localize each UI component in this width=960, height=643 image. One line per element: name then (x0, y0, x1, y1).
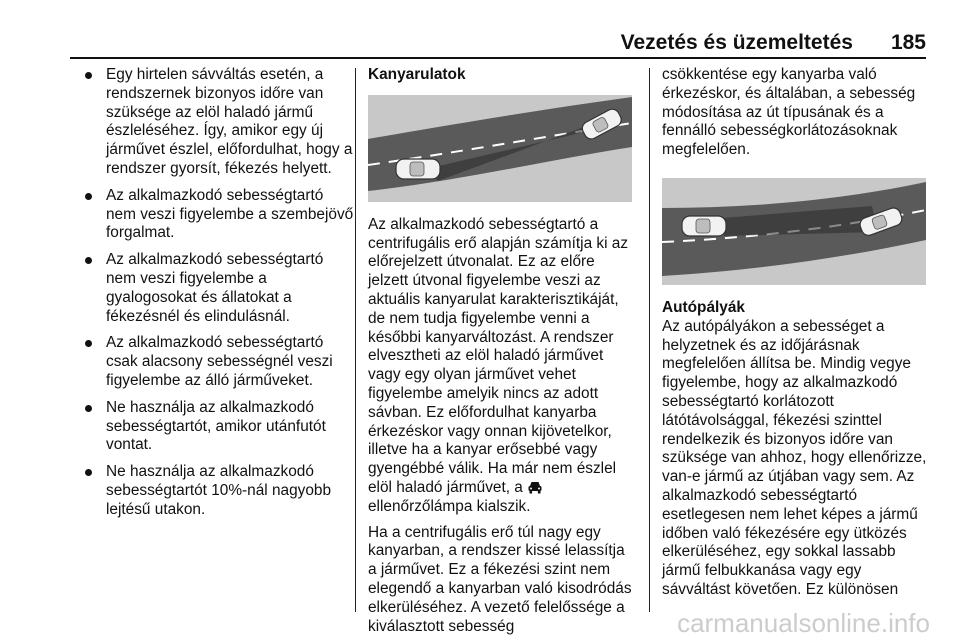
list-item: Az alkalmazkodó sebességtartó nem veszi figyelembe a gyalogosokat és állatokat a fékezésnél és elindulásnál. (84, 251, 354, 326)
section-heading-curves: Kanyarulatok (368, 66, 466, 83)
page-number: 185 (890, 31, 926, 54)
column-divider-1 (355, 68, 356, 612)
column-1 (84, 66, 354, 528)
curves-text: Az alkalmazkodó sebességtartó a centrifugális erő alapján számítja ki az előrejelzett útvonalat. Ez az előre jelzett útvonal figyelembe veszi az aktuális kanyarulat karakterisztikáját, de nem tudja figyelembe venni a későbbi kanyarváltozást. A rendszer elvesztheti az elöl haladó járművet vagy egy olyan járművet vehet figyelembe amelyik nincs az adott sávban. Ez előfordulhat kanyarba érkezéskor vagy onnan kijövetelkor, illetve ha a kanyar erősebbé vagy gyengébbé válik. Ha már nem észlel elöl haladó járművet, a (368, 215, 629, 496)
list-item: Az alkalmazkodó sebességtartó csak alacsony sebességnél veszi figyelembe az álló járműveket. (84, 334, 354, 390)
bullet-list (84, 66, 354, 520)
column-divider-2 (649, 68, 650, 612)
curves-text-end: ellenőrzőlámpa kialszik. (368, 497, 531, 515)
list-item: Ne használja az alkalmazkodó sebességtartót, amikor utánfutót vontat. (84, 399, 354, 455)
highway-illustration (662, 178, 926, 285)
page-header (0, 28, 926, 58)
header-rule (70, 57, 926, 59)
watermark: carmanualsonline.info (677, 608, 930, 638)
curve-illustration (368, 95, 632, 202)
column-3 (662, 66, 928, 607)
section-heading-highways: Autópályák (662, 298, 745, 316)
vehicle-ahead-indicator-icon (527, 480, 543, 494)
highway-road-graphic (662, 178, 926, 285)
column-2 (368, 66, 634, 643)
curve-road-graphic (368, 95, 632, 202)
own-car-graphic (396, 159, 440, 179)
continued-paragraph: csökkentése egy kanyarba való érkezéskor, és általában, a sebesség módosítása az út típusának és a fennálló sebességkorlátozásoknak megfelelően. (662, 66, 916, 159)
own-car-graphic (682, 216, 726, 236)
curves-paragraph-1 (368, 216, 634, 517)
list-item: Egy hirtelen sávváltás esetén, a rendszernek bizonyos időre van szüksége az elöl haladó jármű észleléséhez. Így, amikor egy új járművet észlel, előfordulhat, hogy a rendszer gyorsít, fékezés helyett. (84, 66, 354, 179)
page-title: Vezetés és üzemeltetés (620, 31, 853, 54)
highways-paragraph: Az autópályákon a sebességet a helyzetnek és az időjárásnak megfelelően állítsa be. Mindig vegye figyelembe, hogy az alkalmazkodó sebességtartó korlátozott látótávolsággal, fékezési szinttel rendelkezik és bizonyos időre van szüksége van ahhoz, hogy ellenőrizze, van-e jármű az útjában vagy sem. Az alkalmazkodó sebességtartó esetlegesen nem lehet képes a jármű időben való fékezésére egy ütközés elkerüléséhez, egy sokkal lassabb jármű felbukkanása vagy egy sávváltást követően. Ez különösen (662, 317, 927, 598)
list-item: Ne használja az alkalmazkodó sebességtartót 10%-nál nagyobb lejtésű utakon. (84, 463, 354, 519)
list-item: Az alkalmazkodó sebességtartó nem veszi figyelembe a szembejövő forgalmat. (84, 187, 354, 243)
curves-paragraph-2: Ha a centrifugális erő túl nagy egy kanyarban, a rendszer kissé lelassítja a járművet. Ez a fékezési szint nem elegendő a kanyarban való kisodródás elkerüléséhez. A vezető felelőssége a kiválasztott sebesség (368, 523, 632, 635)
